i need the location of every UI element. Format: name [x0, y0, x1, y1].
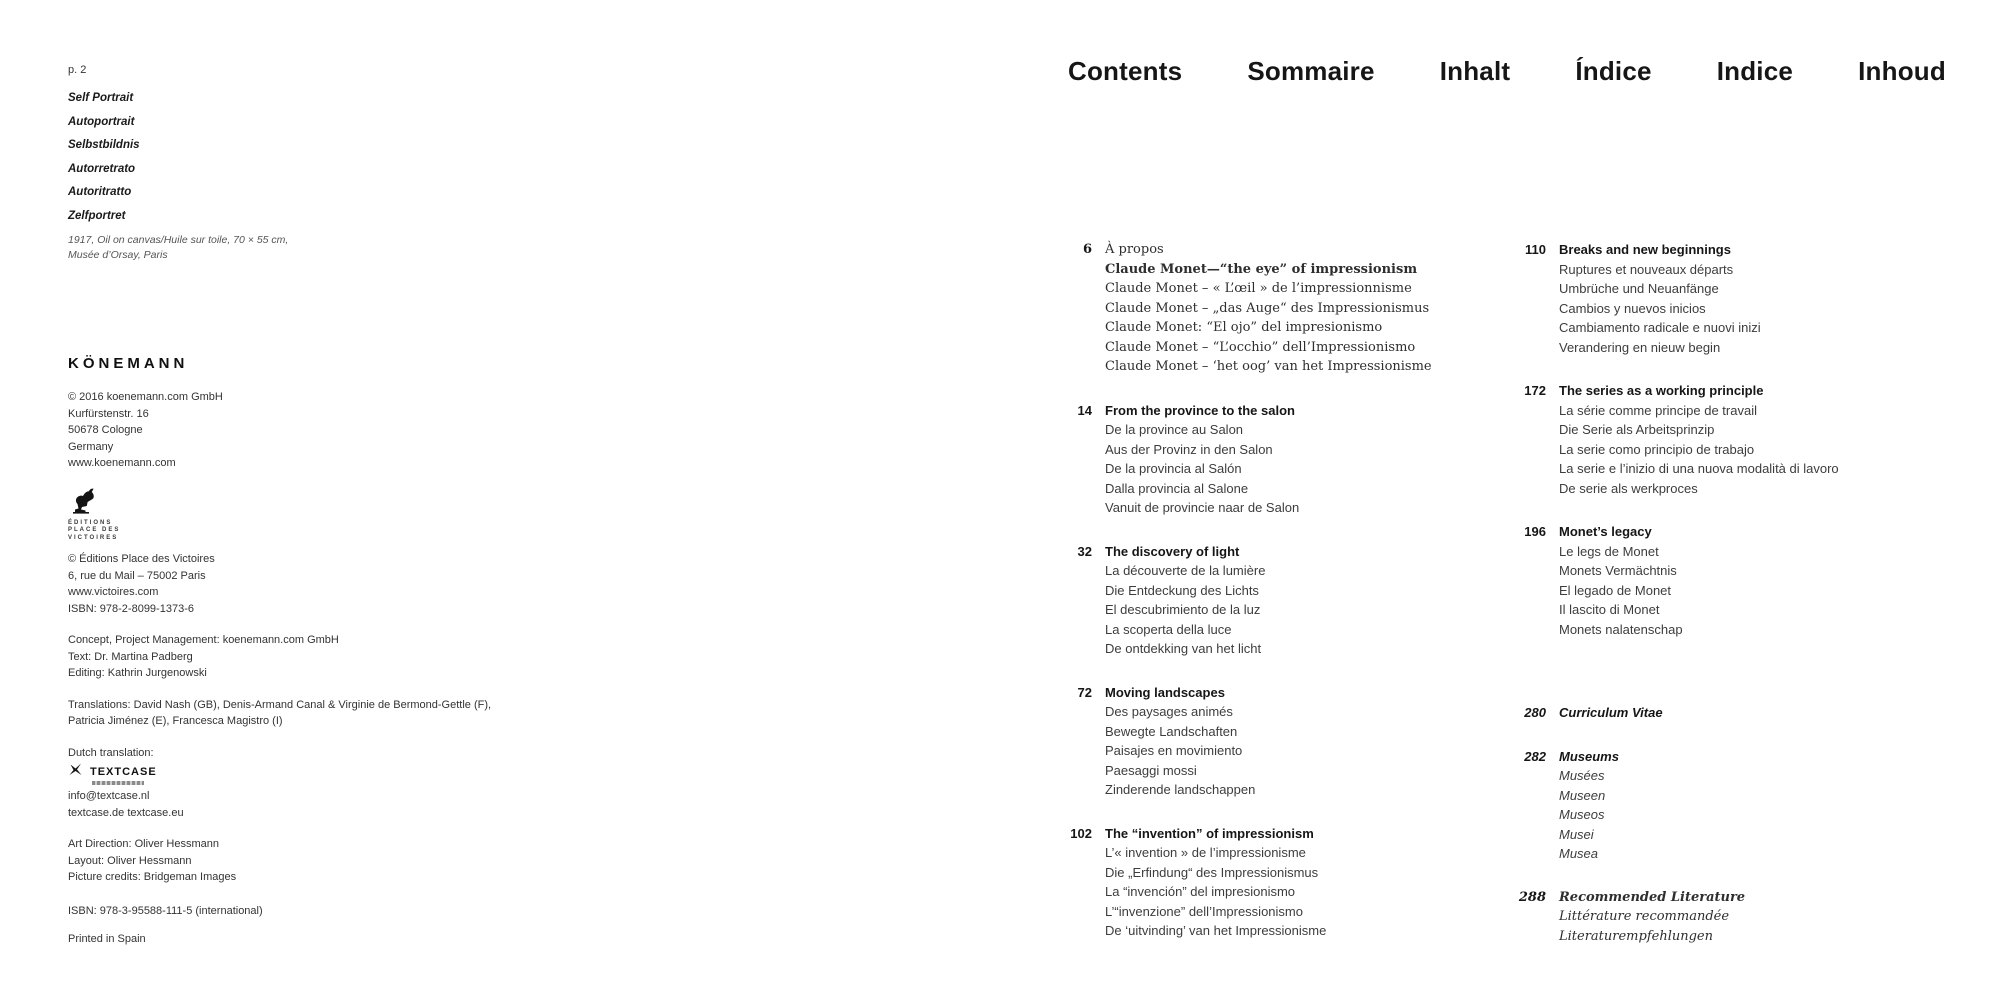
- toc-entry-translation: Museos: [1559, 807, 1605, 822]
- toc-entry-translation: Claude Monet – « L’œil » de l’impressionnisme: [1105, 281, 1412, 296]
- translations-block: [68, 697, 708, 730]
- textcase-logo: [68, 763, 708, 780]
- contents-header: Indice: [1716, 56, 1794, 86]
- credits-block: [68, 632, 708, 682]
- konemann-imprint-block: [68, 389, 708, 472]
- toc-entry-translation: La scoperta della luce: [1105, 621, 1232, 637]
- textcase-contact-block: [68, 788, 708, 821]
- toc-section-14: [1056, 401, 1506, 518]
- artwork-title-line: Self Portrait: [68, 92, 134, 104]
- toc-entries: [1559, 888, 1990, 947]
- artwork-title-line: Autoportrait: [68, 115, 135, 128]
- toc-entry-translation: De ‘uitvinding’ van het Impressionisme: [1105, 923, 1327, 938]
- toc-entry-translation: Ruptures et nouveaux départs: [1559, 261, 1734, 277]
- toc-entry-translation: Paesaggi mossi: [1105, 762, 1197, 778]
- toc-page-number: 32: [1077, 543, 1092, 559]
- toc-column-left: [1056, 240, 1506, 965]
- toc-entry-translation: Verandering en nieuw begin: [1559, 339, 1721, 355]
- imprint-line: © Éditions Place des Victoires: [68, 553, 215, 565]
- victoires-logo-line: ÉDITIONS: [68, 519, 113, 526]
- toc-entry-title: Museums: [1559, 748, 1619, 764]
- artwork-title-list: [68, 87, 708, 228]
- toc-entry-translation: Le legs de Monet: [1559, 543, 1659, 559]
- textcase-contact-line: info@textcase.nl: [68, 790, 150, 802]
- victoires-imprint-block: [68, 551, 708, 617]
- toc-entry-translation: La serie e l’inizio di una nuova modalità di lavoro: [1559, 461, 1839, 476]
- toc-entries: [1559, 747, 1990, 864]
- toc-entry-translation: De la provincia al Salón: [1105, 461, 1242, 476]
- toc-entries: [1105, 824, 1506, 941]
- toc-entry-translation: Dalla provincia al Salone: [1105, 480, 1249, 496]
- toc-entry-translation: L’“invenzione” dell’Impressionismo: [1105, 903, 1303, 919]
- page-reference: p. 2: [68, 64, 87, 76]
- production-credit-line: Art Direction: Oliver Hessmann: [68, 838, 219, 850]
- toc-entries: [1559, 522, 1990, 639]
- toc-entry-translation: Museen: [1559, 787, 1606, 803]
- toc-section-282: [1510, 747, 1990, 864]
- toc-entry-translation: Claude Monet – “L’occhio” dell’Impressionismo: [1105, 339, 1416, 355]
- toc-entry-translation: Monets nalatenschap: [1559, 621, 1683, 637]
- toc-page-number: 110: [1525, 242, 1546, 257]
- toc-section-196: [1510, 522, 1990, 639]
- textcase-tagline-mark: [92, 781, 144, 785]
- toc-entries: [1105, 240, 1506, 377]
- dutch-translation-label: Dutch translation:: [68, 746, 154, 759]
- toc-entry-title: Monet’s legacy: [1559, 524, 1652, 539]
- toc-entry-title: From the province to the salon: [1105, 402, 1295, 418]
- toc-entry-translation: De la province au Salon: [1105, 422, 1244, 437]
- toc-section-102: [1056, 824, 1506, 941]
- toc-entry-translation: El descubrimiento de la luz: [1105, 602, 1261, 617]
- toc-entry-translation: Bewegte Landschaften: [1105, 723, 1238, 739]
- contents-header: Inhoud: [1858, 56, 1946, 86]
- production-credit-line: Picture credits: Bridgeman Images: [68, 871, 237, 883]
- toc-entry-title: Recommended Literature: [1559, 889, 1746, 905]
- toc-entries: [1105, 401, 1506, 518]
- toc-entry-title: The series as a working principle: [1559, 383, 1764, 398]
- toc-entries: [1559, 381, 1990, 498]
- contents-header: Índice: [1575, 56, 1652, 86]
- toc-entry-translation: Literaturempfehlungen: [1559, 928, 1713, 944]
- toc-section-172: [1510, 381, 1990, 498]
- toc-entry-translation: Claude Monet – „das Auge“ des Impressionismus: [1105, 300, 1430, 316]
- toc-page-number: 102: [1070, 825, 1092, 841]
- credit-line: Text: Dr. Martina Padberg: [68, 650, 193, 663]
- victoires-logo-text: [68, 520, 708, 543]
- imprint-line: 50678 Cologne: [68, 424, 143, 436]
- toc-page-number: 14: [1077, 402, 1092, 418]
- toc-entry-translation: Die Entdeckung des Lichts: [1105, 582, 1259, 598]
- toc-page-number: 196: [1524, 524, 1546, 539]
- toc-entry-translation: L’« invention » de l’impressionisme: [1105, 845, 1306, 860]
- toc-entry-translation: La “invención” del impresionismo: [1105, 884, 1296, 899]
- toc-entry-translation: La découverte de la lumière: [1105, 563, 1266, 578]
- imprint-line: www.victoires.com: [68, 586, 159, 598]
- toc-entry-translation: De ontdekking van het licht: [1105, 641, 1262, 656]
- toc-entry-translation: La série comme principe de travail: [1559, 402, 1757, 418]
- imprint-line: Germany: [68, 440, 114, 453]
- toc-entry-translation: Cambiamento radicale e nuovi inizi: [1559, 320, 1761, 335]
- credit-line: Editing: Kathrin Jurgenowski: [68, 667, 207, 679]
- toc-entry-translation: Paisajes en movimiento: [1105, 743, 1243, 758]
- production-credits-block: [68, 836, 708, 886]
- contents-header-row: [1068, 56, 1946, 87]
- contents-header: Contents: [1068, 56, 1183, 86]
- toc-entry-translation: Il lascito di Monet: [1559, 602, 1660, 617]
- imprint-line: www.koenemann.com: [68, 457, 176, 469]
- toc-page-number: 288: [1518, 889, 1546, 905]
- toc-entry-translation: Musei: [1559, 826, 1594, 842]
- toc-section-288: [1510, 888, 1990, 947]
- translation-credit-line: Patricia Jiménez (E), Francesca Magistro (I): [68, 715, 283, 727]
- toc-entries: [1559, 240, 1990, 357]
- translation-credit-line: Translations: David Nash (GB), Denis-Armand Canal & Virginie de Bermond-Gettle (F),: [68, 698, 492, 711]
- toc-entry-translation: De serie als werkproces: [1559, 480, 1698, 496]
- toc-entry-title: The discovery of light: [1105, 543, 1240, 559]
- isbn-international: ISBN: 978-3-95588-111-5 (international): [68, 904, 263, 917]
- credit-line: Concept, Project Management: koenemann.com GmbH: [68, 634, 339, 646]
- toc-entry-title: Curriculum Vitae: [1559, 705, 1663, 720]
- artwork-title-line: Autorretrato: [68, 162, 136, 175]
- toc-entry-title: Breaks and new beginnings: [1559, 242, 1731, 257]
- contents-header: Inhalt: [1439, 56, 1511, 86]
- toc-entry-translation: Monets Vermächtnis: [1559, 563, 1677, 578]
- toc-page-number: 6: [1082, 242, 1092, 257]
- toc-entry-translation: Claude Monet: “El ojo” del impresionismo: [1105, 320, 1383, 335]
- victoires-logo: [68, 486, 708, 543]
- toc-entry-translation: Die „Erfindung“ des Impressionismus: [1105, 864, 1319, 880]
- artwork-caption-line: Musée d’Orsay, Paris: [68, 249, 168, 261]
- equestrian-statue-icon: [68, 486, 100, 519]
- imprint-line: 6, rue du Mail – 75002 Paris: [68, 569, 206, 582]
- toc-entry-translation: Claude Monet – ‘het oog’ van het Impressionisme: [1105, 359, 1432, 374]
- toc-section-72: [1056, 683, 1506, 800]
- artwork-title-line: Autoritratto: [68, 186, 132, 198]
- toc-entry-translation: Des paysages animés: [1105, 704, 1233, 719]
- imprint-line: Kurfürstenstr. 16: [68, 407, 149, 420]
- toc-entry-translation: Cambios y nuevos inicios: [1559, 300, 1706, 316]
- toc-entry-title: Claude Monet—“the eye” of impressionism: [1105, 261, 1418, 277]
- toc-entry-translation: À propos: [1105, 242, 1164, 257]
- toc-entry-title: The “invention” of impressionism: [1105, 825, 1314, 841]
- toc-page-number: 282: [1524, 748, 1546, 764]
- artwork-caption-line: 1917, Oil on canvas/Huile sur toile, 70 × 55 cm,: [68, 234, 289, 246]
- toc-entries: [1105, 542, 1506, 659]
- toc-section-32: [1056, 542, 1506, 659]
- contents-header: Sommaire: [1247, 56, 1375, 86]
- production-credit-line: Layout: Oliver Hessmann: [68, 854, 192, 867]
- toc-entries: [1559, 703, 1990, 723]
- toc-section-110: [1510, 240, 1990, 357]
- toc-entry-translation: Zinderende landschappen: [1105, 782, 1256, 797]
- imprint-line: ISBN: 978-2-8099-1373-6: [68, 602, 194, 615]
- victoires-logo-line: PLACE DES: [68, 527, 121, 533]
- textcase-contact-line: textcase.de textcase.eu: [68, 806, 184, 819]
- toc-page-number: 72: [1077, 684, 1092, 700]
- toc-entry-translation: El legado de Monet: [1559, 582, 1672, 598]
- toc-entry-translation: Musées: [1559, 768, 1605, 783]
- toc-entry-translation: Musea: [1559, 846, 1599, 861]
- toc-entry-translation: Littérature recommandée: [1559, 909, 1730, 924]
- toc-column-right: [1510, 240, 1990, 970]
- toc-page-number: 172: [1524, 383, 1546, 398]
- printed-in-note: Printed in Spain: [68, 933, 146, 945]
- toc-section-280: [1510, 703, 1990, 723]
- konemann-logo-wordmark: KÖNEMANN: [68, 355, 189, 372]
- toc-entry-translation: Aus der Provinz in den Salon: [1105, 441, 1273, 457]
- toc-entries: [1105, 683, 1506, 800]
- toc-entry-translation: La serie como principio de trabajo: [1559, 441, 1755, 457]
- toc-section-6: [1056, 240, 1506, 377]
- textcase-figure-icon: [68, 762, 83, 782]
- left-page-colophon: [68, 64, 708, 948]
- artwork-title-line: Selbstbildnis: [68, 139, 140, 151]
- artwork-caption: [68, 233, 708, 263]
- toc-page-number: 280: [1524, 705, 1546, 720]
- imprint-line: © 2016 koenemann.com GmbH: [68, 391, 223, 403]
- textcase-wordmark: TEXTCASE: [90, 765, 157, 778]
- artwork-title-line: Zelfportret: [68, 209, 126, 222]
- toc-entry-translation: Vanuit de provincie naar de Salon: [1105, 500, 1300, 515]
- toc-entry-translation: Umbrüche und Neuanfänge: [1559, 281, 1719, 296]
- toc-entry-title: Moving landscapes: [1105, 684, 1225, 700]
- victoires-logo-line: VICTOIRES: [68, 534, 119, 541]
- toc-entry-translation: Die Serie als Arbeitsprinzip: [1559, 422, 1715, 437]
